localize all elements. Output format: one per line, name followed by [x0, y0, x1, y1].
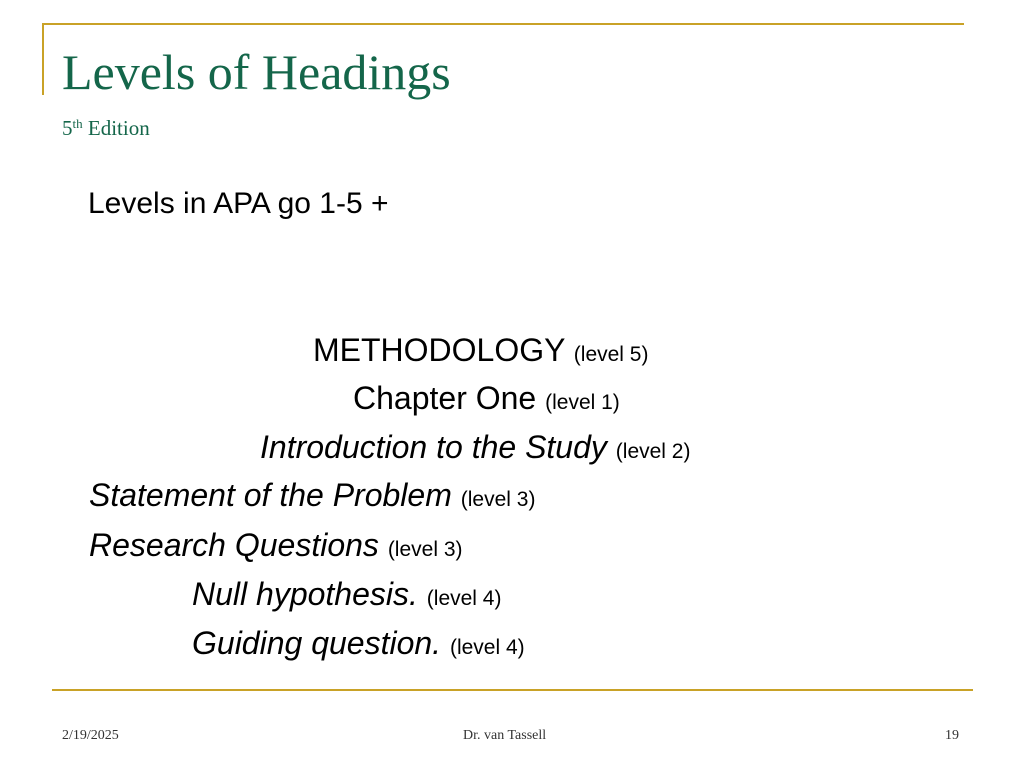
footer-date: 2/19/2025 — [62, 728, 119, 743]
heading-text: Chapter One — [353, 380, 537, 416]
heading-level: (level 3) — [387, 538, 463, 561]
left-rule — [42, 23, 44, 95]
slide-subtitle — [62, 110, 150, 142]
bottom-rule — [52, 689, 973, 691]
heading-example-research-questions — [89, 523, 463, 572]
top-rule — [42, 23, 964, 25]
footer-page-number: 19 — [945, 728, 959, 743]
subtitle-number: 5 — [62, 116, 73, 140]
subtitle-rest: Edition — [82, 116, 150, 140]
heading-example-methodology — [313, 328, 648, 377]
heading-text: Guiding question. — [192, 625, 442, 661]
heading-level: (level 4) — [449, 636, 525, 659]
heading-example-null-hypothesis — [192, 572, 501, 621]
heading-level: (level 1) — [545, 391, 620, 414]
heading-level: (level 3) — [460, 488, 536, 511]
footer-author: Dr. van Tassell — [463, 728, 547, 743]
intro-text: Levels in APA go 1-5 + — [88, 187, 389, 220]
heading-example-guiding-question — [192, 621, 525, 670]
heading-text: Introduction to the Study — [260, 429, 607, 465]
heading-text: Research Questions — [89, 527, 379, 563]
heading-level: (level 4) — [426, 587, 502, 610]
heading-example-statement — [89, 473, 535, 522]
heading-example-introduction — [260, 425, 690, 474]
heading-example-chapter-one — [353, 376, 620, 425]
heading-level: (level 5) — [573, 343, 649, 366]
heading-text: Statement of the Problem — [89, 477, 452, 513]
subtitle-superscript: th — [72, 116, 83, 131]
heading-text: Null hypothesis. — [192, 576, 418, 612]
slide-title: Levels of Headings — [62, 44, 451, 100]
heading-level: (level 2) — [615, 440, 691, 463]
heading-text: METHODOLOGY — [313, 332, 565, 368]
